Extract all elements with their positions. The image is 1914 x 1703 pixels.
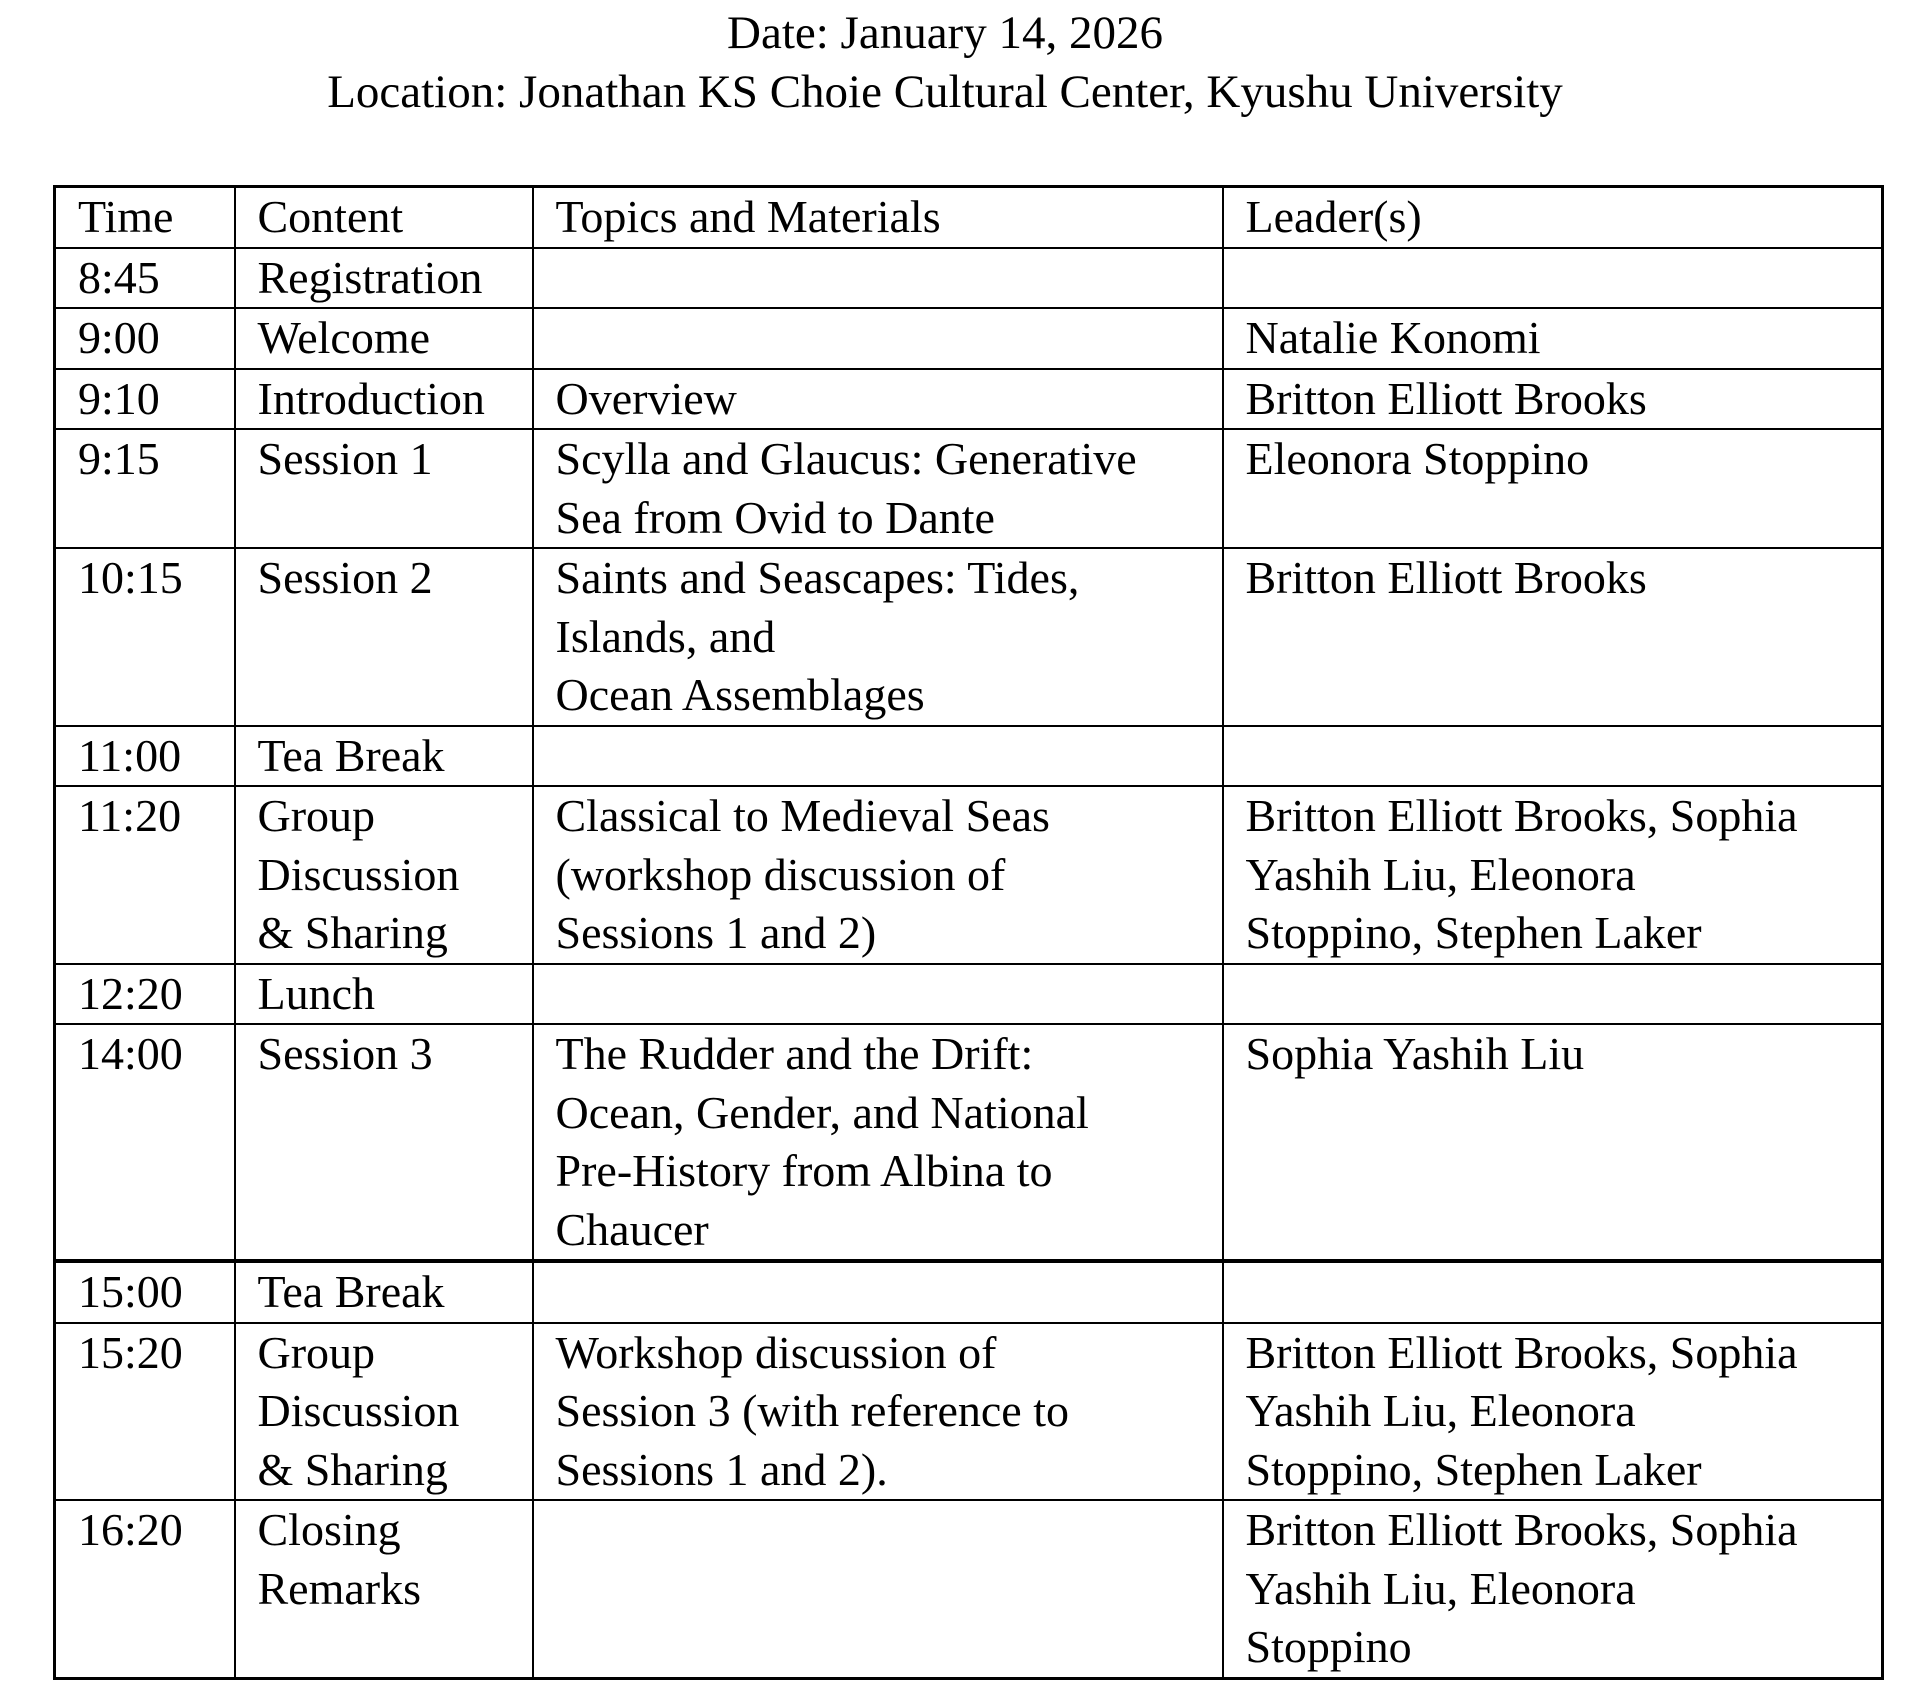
time-cell: 9:10 xyxy=(55,369,235,430)
time-cell: 12:20 xyxy=(55,964,235,1025)
topics-cell xyxy=(533,726,1223,787)
leaders-cell xyxy=(1223,248,1883,309)
column-header-leaders: Leader(s) xyxy=(1223,187,1883,248)
table-row xyxy=(55,548,1883,726)
date-line: Date: January 14, 2026 xyxy=(727,7,1163,59)
time-cell: 16:20 xyxy=(55,1500,235,1678)
leaders-cell xyxy=(1223,964,1883,1025)
table-row xyxy=(55,369,1883,430)
content-cell: Tea Break xyxy=(235,726,533,787)
table-row xyxy=(55,726,1883,787)
document-header xyxy=(0,4,1890,122)
table-row xyxy=(55,1323,1883,1501)
header-row xyxy=(55,187,1883,248)
topics-cell: Overview xyxy=(533,369,1223,430)
table-row xyxy=(55,429,1883,548)
leaders-cell: Britton Elliott Brooks xyxy=(1223,548,1883,726)
topics-cell xyxy=(533,964,1223,1025)
leaders-cell: Eleonora Stoppino xyxy=(1223,429,1883,548)
time-cell: 9:00 xyxy=(55,308,235,369)
table-row xyxy=(55,1500,1883,1678)
topics-cell: The Rudder and the Drift: Ocean, Gender, and National Pre-History from Albina to Chaucer xyxy=(533,1024,1223,1261)
leaders-cell: Britton Elliott Brooks, Sophia Yashih Liu, Eleonora Stoppino, Stephen Laker xyxy=(1223,1323,1883,1501)
leaders-cell xyxy=(1223,726,1883,787)
topics-cell: Saints and Seascapes: Tides, Islands, and Ocean Assemblages xyxy=(533,548,1223,726)
content-cell: Session 3 xyxy=(235,1024,533,1261)
table-row xyxy=(55,786,1883,964)
content-cell: Tea Break xyxy=(235,1261,533,1323)
content-cell: Closing Remarks xyxy=(235,1500,533,1678)
topics-cell xyxy=(533,308,1223,369)
content-cell: Group Discussion & Sharing xyxy=(235,786,533,964)
time-cell: 14:00 xyxy=(55,1024,235,1261)
location-line: Location: Jonathan KS Choie Cultural Center, Kyushu University xyxy=(327,66,1563,118)
topics-cell: Classical to Medieval Seas (workshop discussion of Sessions 1 and 2) xyxy=(533,786,1223,964)
table-row xyxy=(55,248,1883,309)
table-row xyxy=(55,1261,1883,1323)
content-cell: Introduction xyxy=(235,369,533,430)
topics-cell: Scylla and Glaucus: Generative Sea from Ovid to Dante xyxy=(533,429,1223,548)
content-cell: Welcome xyxy=(235,308,533,369)
leaders-cell: Natalie Konomi xyxy=(1223,308,1883,369)
content-cell: Lunch xyxy=(235,964,533,1025)
time-cell: 15:00 xyxy=(55,1261,235,1323)
content-cell: Session 2 xyxy=(235,548,533,726)
column-header-topics: Topics and Materials xyxy=(533,187,1223,248)
leaders-cell: Sophia Yashih Liu xyxy=(1223,1024,1883,1261)
table-row xyxy=(55,308,1883,369)
content-cell: Registration xyxy=(235,248,533,309)
topics-cell xyxy=(533,1261,1223,1323)
column-header-time: Time xyxy=(55,187,235,248)
content-cell: Group Discussion & Sharing xyxy=(235,1323,533,1501)
time-cell: 10:15 xyxy=(55,548,235,726)
topics-cell: Workshop discussion of Session 3 (with reference to Sessions 1 and 2). xyxy=(533,1323,1223,1501)
agenda-table xyxy=(53,185,1884,1680)
table-row xyxy=(55,964,1883,1025)
time-cell: 11:20 xyxy=(55,786,235,964)
time-cell: 15:20 xyxy=(55,1323,235,1501)
topics-cell xyxy=(533,1500,1223,1678)
table-row xyxy=(55,1024,1883,1261)
leaders-cell xyxy=(1223,1261,1883,1323)
content-cell: Session 1 xyxy=(235,429,533,548)
leaders-cell: Britton Elliott Brooks xyxy=(1223,369,1883,430)
agenda-table-header xyxy=(55,187,1883,248)
time-cell: 8:45 xyxy=(55,248,235,309)
leaders-cell: Britton Elliott Brooks, Sophia Yashih Liu, Eleonora Stoppino xyxy=(1223,1500,1883,1678)
time-cell: 11:00 xyxy=(55,726,235,787)
topics-cell xyxy=(533,248,1223,309)
leaders-cell: Britton Elliott Brooks, Sophia Yashih Liu, Eleonora Stoppino, Stephen Laker xyxy=(1223,786,1883,964)
time-cell: 9:15 xyxy=(55,429,235,548)
column-header-content: Content xyxy=(235,187,533,248)
agenda-table-body xyxy=(55,248,1883,1679)
